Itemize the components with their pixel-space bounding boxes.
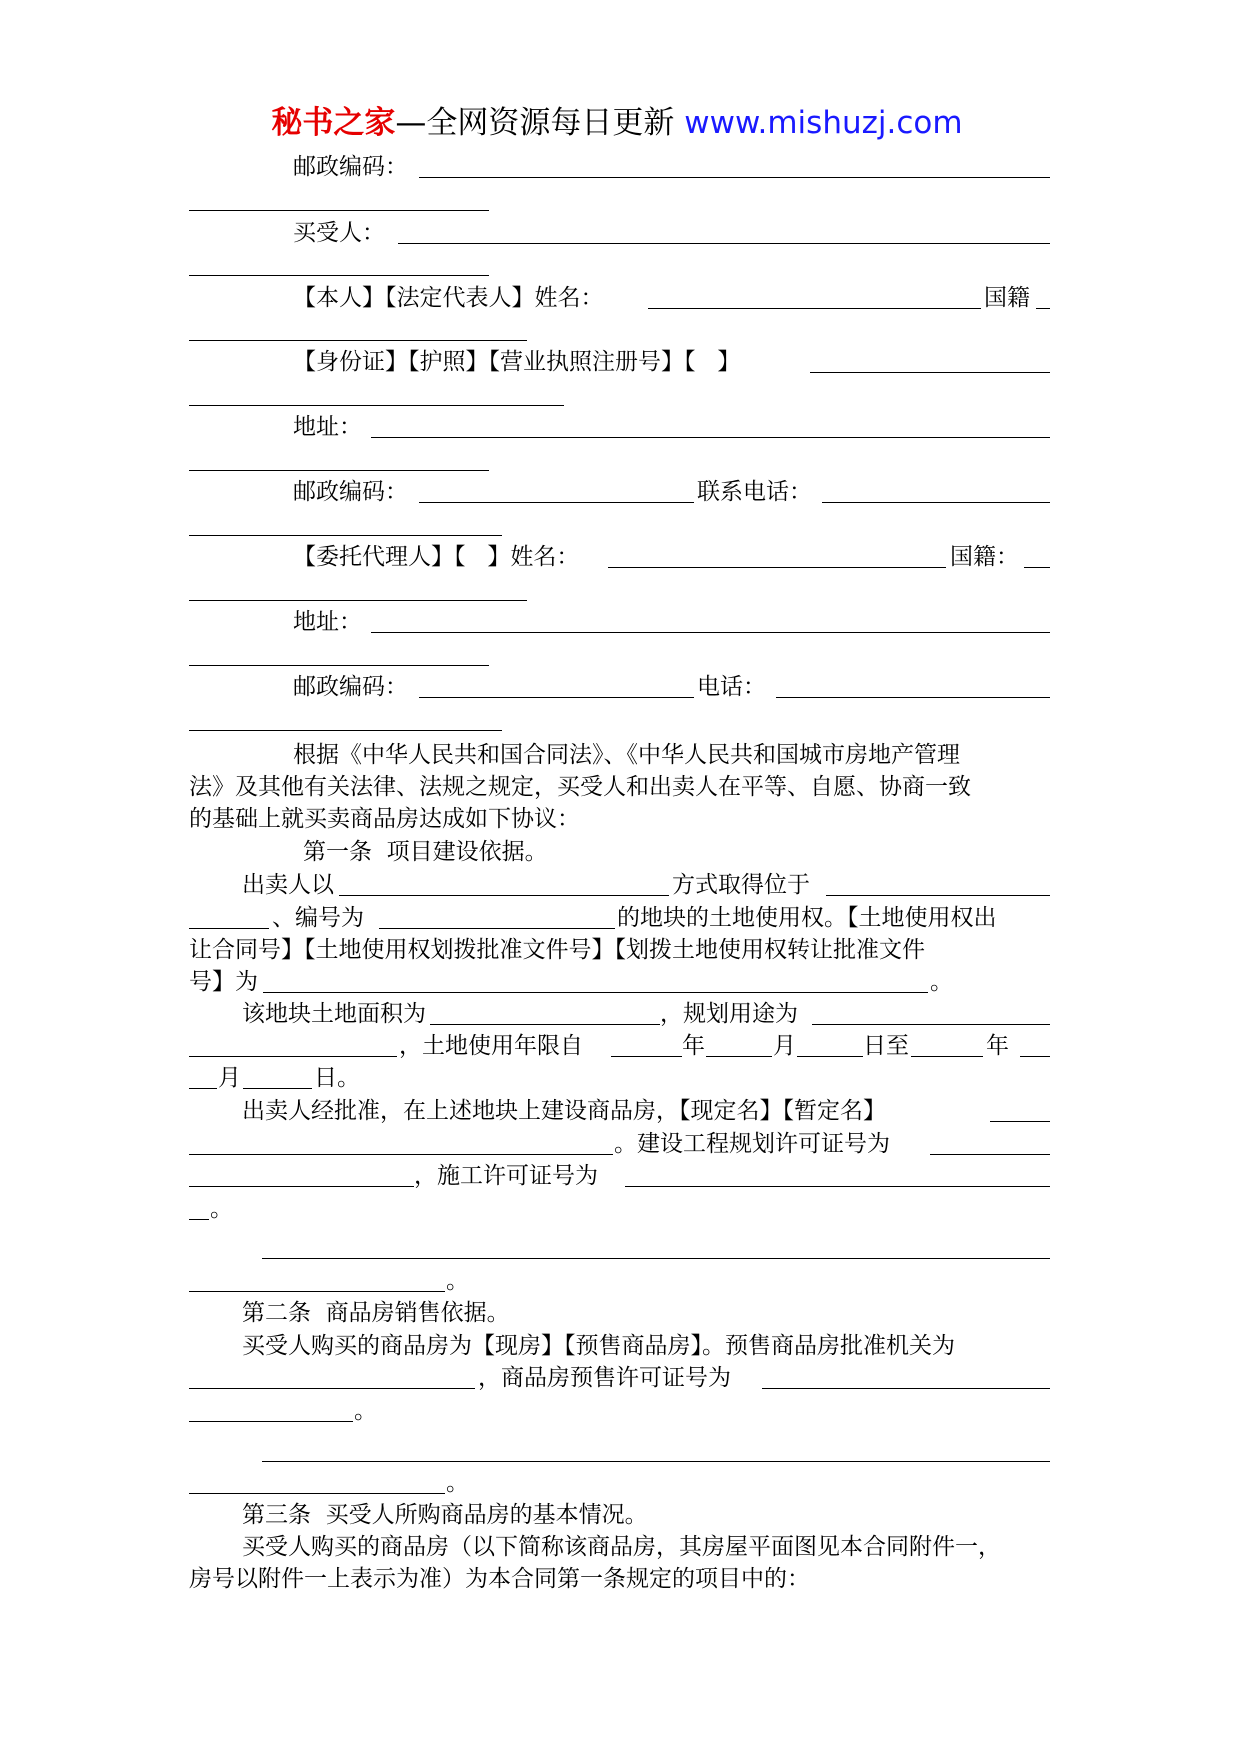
blank-line [243,1088,312,1089]
blank-line [822,502,1050,503]
a1-line1-a: 出卖人以 [242,872,334,898]
blank-line [189,1186,414,1187]
a1-line2-a: 、编号为 [272,905,364,931]
postcode-label-3: 邮政编码： [293,674,408,700]
a1-line10: ，施工许可证号为 [414,1163,598,1189]
nationality-label-2: 国籍： [950,544,1019,570]
blank-line [189,275,489,276]
blank-line [189,1388,475,1389]
blank-line [262,1461,1050,1462]
blank-line [776,697,1050,698]
a1-line4-b: 。 [930,969,953,995]
blank-line [189,1219,209,1220]
blank-line [1036,308,1050,309]
a1-line6-c: 月 [773,1033,796,1059]
blank-line [189,665,489,666]
article-1-heading: 第一条 项目建设依据。 [303,839,548,865]
id-type-label: 【身份证】【护照】【营业执照注册号】【 】 [293,349,741,375]
preamble-line-2: 法》及其他有关法律、法规之规定，买受人和出卖人在平等、自愿、协商一致 [189,774,971,800]
blank-line [419,697,694,698]
blank-line [826,895,1050,896]
a1-line6-b: 年 [682,1033,705,1059]
buyer-label: 买受人： [293,220,385,246]
blank-line [189,1421,353,1422]
a1-line12: 。 [446,1268,469,1294]
blank-line [625,1186,1050,1187]
a1-line8: 出卖人经批准，在上述地块上建设商品房，【现定名】【暂定名】 [242,1098,886,1124]
blank-line [189,535,502,536]
blank-line [189,928,269,929]
blank-line [379,928,615,929]
address-label-1: 地址： [293,414,362,440]
a1-line3: 让合同号】【土地使用权划拨批准文件号】【划拨土地使用权转让批准文件 [189,937,925,963]
banner-url[interactable]: www.mishuzj.com [684,105,963,141]
banner-slogan: —全网资源每日更新 [395,105,685,141]
a1-line6-e: 年 [986,1033,1009,1059]
a1-line6-d: 日至 [863,1033,909,1059]
blank-line [398,243,1050,244]
contact-phone-label: 联系电话： [697,479,812,505]
a1-line4-a: 号】为 [189,969,258,995]
blank-line [810,372,1050,373]
a1-line5-b: ，规划用途为 [660,1001,798,1027]
postcode-label-1: 邮政编码： [293,154,408,180]
blank-line [419,502,694,503]
blank-line [189,730,502,731]
a3-line1: 买受人购买的商品房（以下简称该商品房，其房屋平面图见本合同附件一， [242,1534,1001,1560]
a1-line6-a: ，土地使用年限自 [399,1033,583,1059]
blank-line [262,1258,1050,1259]
site-banner [0,103,1234,143]
postcode-label-2: 邮政编码： [293,479,408,505]
blank-line [706,1056,772,1057]
a1-line7-a: 月 [218,1065,241,1091]
blank-line [797,1056,863,1057]
article-3-heading: 第三条 买受人所购商品房的基本情况。 [242,1502,648,1528]
blank-line [189,1291,445,1292]
a1-line5-a: 该地块土地面积为 [242,1001,426,1027]
blank-line [648,308,981,309]
blank-line [371,437,1050,438]
blank-line [189,470,489,471]
blank-line [371,632,1050,633]
blank-line [930,1154,1050,1155]
a3-line2: 房号以附件一上表示为准）为本合同第一条规定的项目中的： [189,1566,810,1592]
representative-name-label: 【本人】【法定代表人】姓名： [293,285,604,311]
blank-line [189,340,527,341]
a1-line9: 。建设工程规划许可证号为 [614,1131,890,1157]
blank-line [189,405,564,406]
blank-line [1020,1056,1050,1057]
blank-line [608,567,946,568]
blank-line [189,210,489,211]
address-label-2: 地址： [293,609,362,635]
a1-line2-b: 的地块的土地使用权。【土地使用权出 [617,905,997,931]
blank-line [1024,567,1050,568]
a2-line2: ，商品房预售许可证号为 [478,1365,731,1391]
blank-line [189,600,527,601]
blank-line [339,895,669,896]
agent-name-label: 【委托代理人】【 】姓名： [293,544,580,570]
blank-line [263,992,928,993]
blank-line [812,1024,1050,1025]
banner-brand: 秘书之家 [271,105,396,141]
phone-label: 电话： [697,674,766,700]
a2-line3: 。 [354,1398,377,1424]
blank-line [611,1056,682,1057]
blank-line [189,1088,217,1089]
a1-line1-b: 方式取得位于 [672,872,810,898]
blank-line [762,1388,1050,1389]
blank-line [419,177,1050,178]
a1-line7-b: 日。 [314,1065,360,1091]
a2-line4: 。 [446,1470,469,1496]
nationality-label-1: 国籍 [984,285,1030,311]
a2-line1: 买受人购买的商品房为【现房】【预售商品房】。预售商品房批准机关为 [242,1333,955,1359]
blank-line [189,1154,613,1155]
blank-line [189,1056,397,1057]
blank-line [189,1493,445,1494]
preamble-line-3: 的基础上就买卖商品房达成如下协议： [189,806,580,832]
blank-line [911,1056,983,1057]
blank-line [990,1121,1050,1122]
article-2-heading: 第二条 商品房销售依据。 [242,1300,510,1326]
blank-line [430,1024,660,1025]
a1-line11: 。 [210,1196,233,1222]
preamble-line-1: 根据《中华人民共和国合同法》、《中华人民共和国城市房地产管理 [293,742,960,768]
